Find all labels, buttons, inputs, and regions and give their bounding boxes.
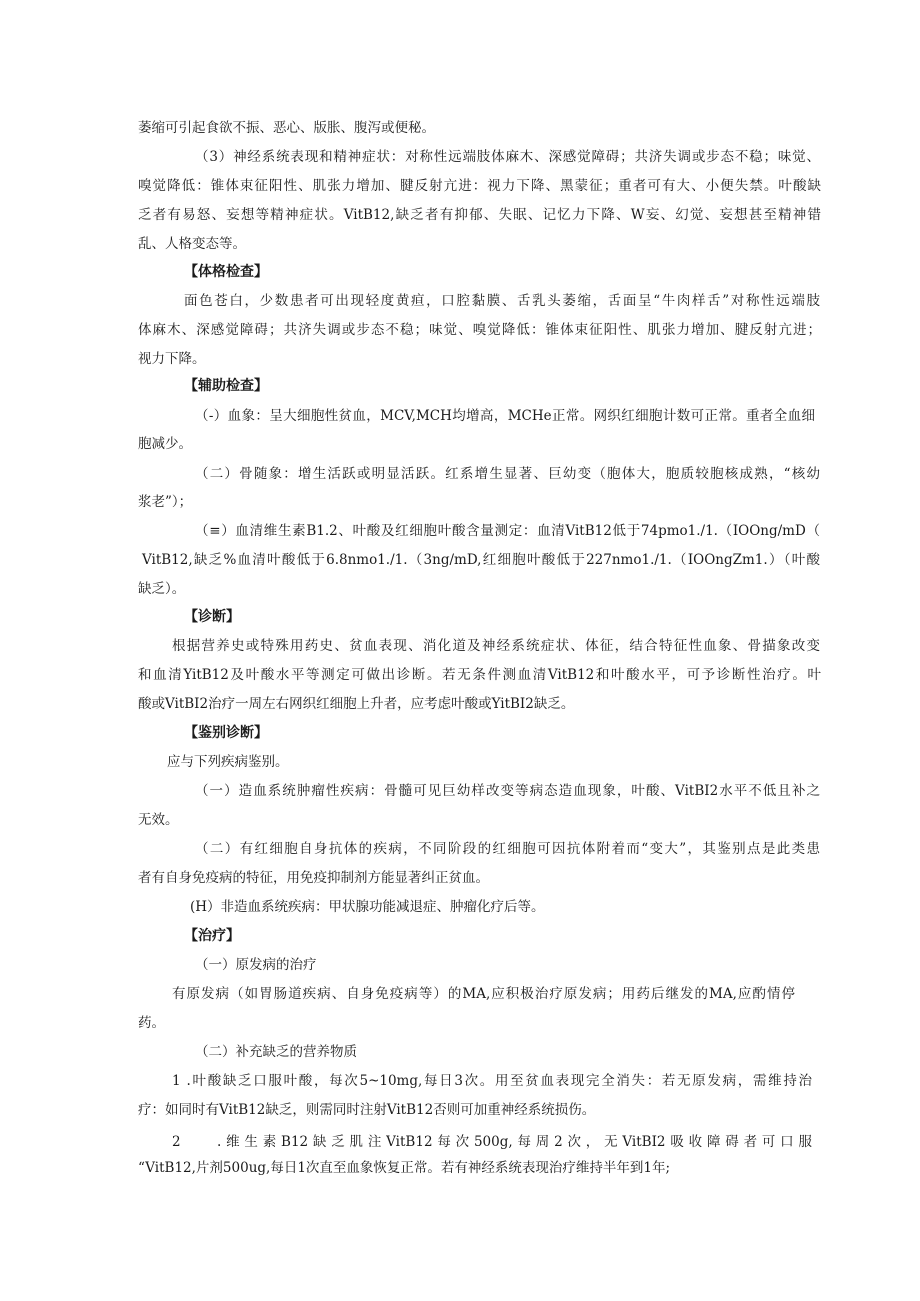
text-line: 体麻木、深感觉障碍；共济失调或步态不稳；味觉、嗅觉降低：锥体束征阳性、肌张力增加、腱反射亢进； [138,322,821,338]
section-heading: 【治疗】 [184,928,240,944]
text-line: （一）原发病的治疗 [195,957,317,973]
text-line: 者有自身免疫病的特征，用免疫抑制剂方能显著纠正贫血。 [138,870,489,886]
text-line: 嗅觉降低：锥体束征阳性、肌张力增加、腱反射亢进：视力下降、黑蒙征；重者可有大、小便失禁。叶酸缺 [138,178,821,194]
text-line: 有原发病（如胃肠道疾病、自身免疫病等）的MA,应积极治疗原发病；用药后继发的MA,应酌情停 [172,986,795,1002]
text-line: 根据营养史或特殊用药史、贫血表现、消化道及神经系统症状、体征，结合特征性血象、骨描象改变 [172,638,820,654]
text-line: 乏者有易怒、妄想等精神症状。VitB12,缺乏者有抑郁、失眠、记忆力下降、W妄、幻觉、妄想甚至精神错 [138,207,821,223]
text-line: 1 .叶酸缺乏口服叶酸，每次5~10mg,每日3次。用至贫血表现完全消失：若无原发病，需维持治 [172,1073,812,1089]
text-line: “VitB12,片剂500ug,每日1次直至血象恢复正常。若有神经系统表现治疗维持半年到1年; [138,1160,671,1176]
text-line: （3）神经系统表现和精神症状：对称性远端肢体麻木、深感觉障碍；共济失调或步态不稳；味觉、 [195,149,820,165]
text-line: 应与下列疾病鉴别。 [167,754,289,770]
text-line: （一）造血系统肿瘤性疾病：骨髓可见巨幼样改变等病态造血现象，叶酸、VitBI2水平不低且补之 [195,783,820,799]
text-line: 无效。 [138,812,179,828]
text-line: 和血清YitB12及叶酸水平等测定可做出诊断。若无条件测血清VitB12和叶酸水平，可予诊断性治疗。叶 [138,667,821,683]
text-line: 胞减少。 [138,436,192,452]
text-line: （二）骨随象：增生活跃或明显活跃。红系增生显著、巨幼变（胞体大，胞质较胞核成熟，“核幼 [195,466,820,482]
text-line: (H）非造血系统疾病：甲状腺功能减退症、肿瘤化疗后等。 [190,899,545,915]
text-line: VitB12,缺乏%血清叶酸低于6.8nmo1./1.（3ng/mD,红细胞叶酸低于227nmo1./1.（IOOngZm1.）（叶酸 [142,552,820,568]
text-line: 面色苍白，少数患者可出现轻度黄疸，口腔黏膜、舌乳头萎缩，舌面呈“牛肉样舌”对称性远端肢 [184,293,820,309]
text-line: 乱、人格变态等。 [138,236,246,252]
section-heading: 【鉴别诊断】 [184,725,268,741]
text-line: （二）补充缺乏的营养物质 [195,1044,357,1060]
section-heading: 【辅助检查】 [184,378,268,394]
text-line: 视力下降。 [138,351,206,367]
text-line: 缺乏）。 [138,581,186,597]
text-line: 2 .维生素B12缺乏肌注VitB12每次500g,每周2次，无VitBI2吸收障碍者可口服 [172,1134,812,1150]
text-line: 浆老”）； [138,494,193,510]
text-line: 萎缩可引起食欲不振、恶心、版胀、腹泻或便秘。 [138,120,435,136]
text-line: （二）有红细胞自身抗体的疾病，不同阶段的红细胞可因抗体附着而“变大”，其鉴别点是此类患 [195,841,820,857]
text-line: （≡）血清维生素B1.2、叶酸及红细胞叶酸含量测定：血清VitB12低于74pmo1./1.（IOOng/mD（ [195,523,820,539]
text-line: 药。 [138,1015,165,1031]
section-heading: 【体格检查】 [184,264,268,280]
text-line: 疗：如同时有VitB12缺乏，则需同时注射VitB12否则可加重神经系统损伤。 [138,1102,596,1118]
text-line: 酸或VitBI2治疗一周左右网织红细胞上升者，应考虑叶酸或YitBI2缺乏。 [138,696,575,712]
section-heading: 【诊断】 [184,609,240,625]
text-line: （-）血象：呈大细胞性贫血，MCV,MCH均增高，MCHe正常。网织红细胞计数可正常。重者全血细 [195,408,815,424]
